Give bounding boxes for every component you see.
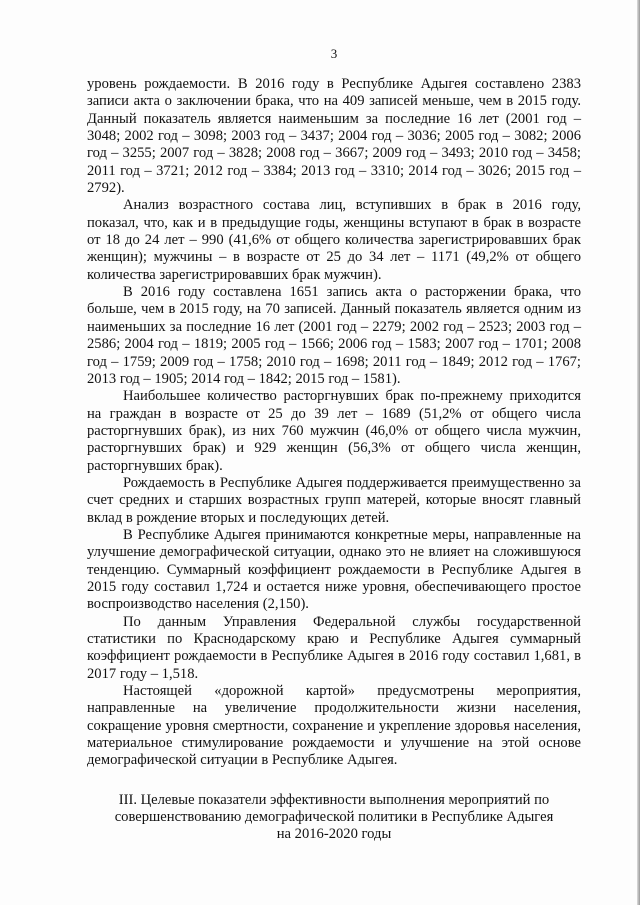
section-heading-line: совершенствованию демографической политики в Республике Адыгея	[114, 809, 554, 826]
section-heading	[87, 792, 581, 844]
section-heading-line: III. Целевые показатели эффективности выполнения мероприятий по	[118, 791, 550, 808]
paragraph-demographic-measures: В Республике Адыгея принимаются конкретные меры, направленные на улучшение демографической ситуации, однако это не влияет на сложившуюся тенденцию. Суммарный коэффициент рождаемости в Республике Адыгея в 2015 году составил 1,724 и остается ниже уровня, обеспечивающего простое воспроизводство населения (2,150).	[87, 526, 581, 613]
paragraph-divorce-records: В 2016 году составлена 1651 запись акта о расторжении брака, что больше, чем в 2015 году, на 70 записей. Данный показатель является одним из наименьших за последние 16 лет (2001 год – 2279; 2002 год – 2523; 2003 год – 2586; 2004 год – 1819; 2005 год – 1566; 2006 год – 1583; 2007 год – 1701; 2008 год – 1759; 2009 год – 1758; 2010 год – 1698; 2011 год – 1849; 2012 год – 1767; 2013 год – 1905; 2014 год – 1842; 2015 год – 1581).	[87, 284, 581, 387]
paragraph-marriage-records: уровень рождаемости. В 2016 году в Республике Адыгея составлено 2383 записи акта о заключении брака, что на 409 записей меньше, чем в 2015 году. Данный показатель является наименьшим за последние 16 лет (2001 год – 3048; 2002 год – 3098; 2003 год – 3437; 2004 год – 3036; 2005 год – 3082; 2006 год – 3255; 2007 год – 3828; 2008 год – 3667; 2009 год – 3493; 2010 год – 3458; 2011 год – 3721; 2012 год – 3384; 2013 год – 3310; 2014 год – 3026; 2015 год – 2792).	[87, 76, 581, 197]
paragraph-roadmap-measures: Настоящей «дорожной картой» предусмотрены мероприятия, направленные на увеличение продолжительности жизни населения, сокращение уровня смертности, сохранение и укрепление здоровья населения, материальное стимулирование рождаемости и улучшение на этой основе демографической ситуации в Республике Адыгея.	[87, 683, 581, 769]
paragraph-birth-rate-support: Рождаемость в Республике Адыгея поддерживается преимущественно за счет средних и старших возрастных групп матерей, которые вносят главный вклад в рождение вторых и последующих детей.	[87, 474, 581, 526]
paragraph-marriage-age-analysis: Анализ возрастного состава лиц, вступивших в брак в 2016 году, показал, что, как и в предыдущие годы, женщины вступают в брак в возрасте от 18 до 24 лет – 990 (41,6% от общего количества зарегистрировавших брак женщин); мужчины – в возрасте от 25 до 34 лет – 1171 (49,2% от общего количества зарегистрировавших брак мужчин).	[87, 197, 581, 283]
section-heading-line: на 2016-2020 годы	[276, 826, 392, 843]
paragraph-divorce-age-analysis: Наибольшее количество расторгнувших брак по-прежнему приходится на граждан в возрасте от 25 до 39 лет – 1689 (51,2% от общего числа расторгнувших брак), из них 760 мужчин (46,0% от общего числа мужчин, расторгнувших брак) и 929 женщин (56,3% от общего числа женщин, расторгнувших брак).	[87, 388, 581, 474]
page-number: 3	[330, 46, 338, 61]
paragraph-fertility-statistics: По данным Управления Федеральной службы государственной статистики по Краснодарскому краю и Республике Адыгея суммарный коэффициент рождаемости в Республике Адыгея в 2016 году составил 1,681, в 2017 году – 1,518.	[87, 613, 581, 682]
